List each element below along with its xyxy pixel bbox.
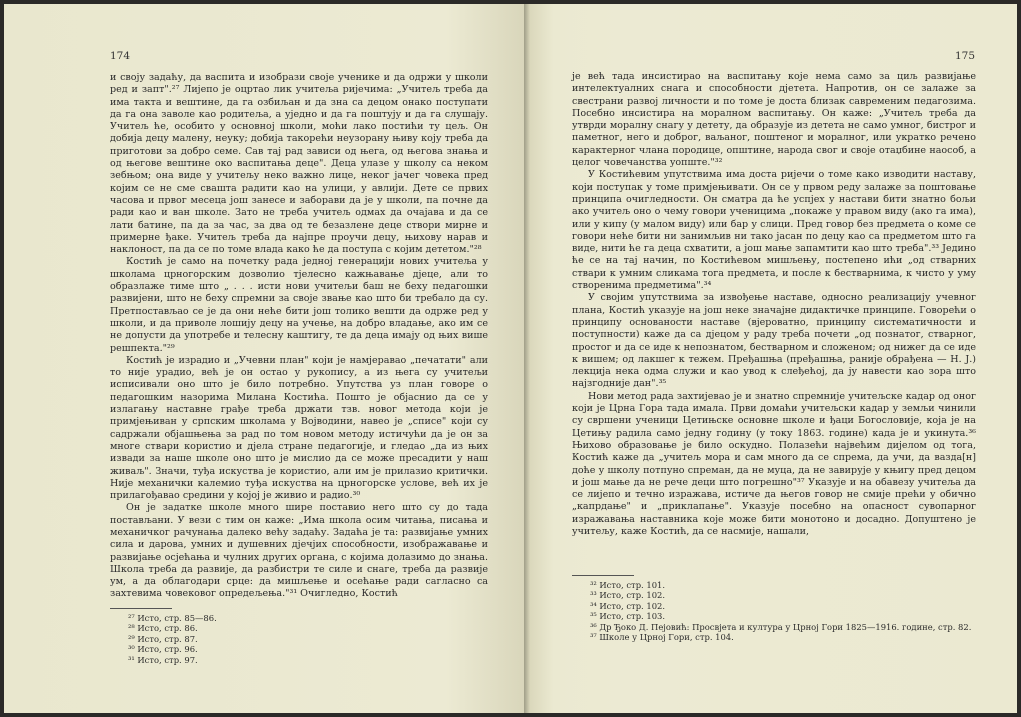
footnote: ³⁴ Исто, стр. 102. [590, 600, 666, 611]
gutter-shadow [524, 4, 530, 713]
footnote-rule [572, 575, 634, 576]
paragraph: У Костићевим упутствима има доста ријечи о томе како изводити наставу, који поступак у томе примјењивати. Он се у првом реду залаже за поштовање принципа очигледности. Он сматра да ће успјех у настави бити знатно бољи ако учитељ оно о чему говори ученицима „покаже у правом виду (ако га има), или у кипу (у малом виду) или бар у слици. Пред говор без предмета о коме се говори неће бити ни занимљив ни тако јасан по децу као са предметом што га виде, нити ће га деца схватити, а још мање запамтити као што треба".³³ Једино ће се на тај начин, по Костићевом мишљењу, постепено ићи „од стварних ствари к умним сликама тога предмета, и после к бестварнима, к чисто у уму створенима предметима".³⁴ [572, 169, 976, 292]
footnote: ³⁵ Исто, стр. 103. [590, 611, 666, 622]
footnote: ³² Исто, стр. 101. [590, 580, 666, 590]
left-page [4, 4, 524, 713]
footnote-rule [110, 608, 172, 609]
footnote: ²⁹ Исто, стр. 87. [128, 633, 198, 644]
book-spread [4, 4, 1017, 713]
footnotes [572, 575, 976, 642]
footnote: ³⁶ Др Ђоко Д. Пејовић: Просвјета и култура у Црној Гори 1825—1916. године, стр. 82. [590, 621, 972, 632]
footnote: ³⁰ Исто, стр. 96. [128, 644, 198, 655]
footnote: ³⁷ Школе у Црној Гори, стр. 104. [590, 632, 734, 643]
footnote: ³¹ Исто, стр. 97. [128, 654, 198, 665]
footnote: ³³ Исто, стр. 102. [590, 590, 666, 601]
footnotes [110, 608, 410, 665]
paragraph: и своју задаћу, да васпита и изобрази своје ученике и да одржи у школи ред и запт".²⁷ Лијепо је оцртао лик учитеља ријечима: „Учитељ треба да има такта и вештине, да га озбиљан и да зна са децом онако поступати да га она заволе као родитеља, а уједно и да га поштују и да га слушају. Учитељ ће, особито у основној школи, моћи лако постићи ту цељ. Он добија децу малену, неуку; добија такорећи неузорану њиву коју треба да приготови за добро семе. Сав тај рад зависи од њега, од његова знања и од његове вештине око васпитања деце". Деца улазе у школу са неком зебњом; она виде у учитељу неко важно лице, неког јачег човека пред којим се не сме свашта радити као на улици, у авлији. Дете се првих часова и првог месеца још занесе и заборави да је у школи, па почне да ради као и ван школе. Зато не треба учитељ одмах да очајава и да се лати батине, па да за час, за два од те безазлене деце створи мирне и примерне ђаке. Учитељ треба да најпре проучи децу, њихову нарав и наклоност, па да се по томе влада како ће да поступа с којим дететом."²⁸ [110, 72, 488, 256]
page-number: 174 [110, 50, 131, 62]
paragraph: Костић је израдио и „Учевни план" који је намјеравао „печатати" али то није урадио, већ је он остао у рукопису, а из њега су учитељи исписивали оно што је било потребно. Упутства уз план говоре о педагошким назорима Милана Костића. Пошто је објаснио да се у излагању наставне грађе треба држати тзв. новог метода који је примјењиван у српским школама у Војводини, навео је „списе" који су садржали објашњења за рад по том новом методу истичући да је он за многе ствари користио и дјела стране педагогије, и гледао „да из њих извади за наше школе оно што је мислио да се може пресадити у наш живаљ". Значи, туђа искуства је користио, али им је прилазио критички. Није механички калемио туђа искуства на црногорске услове, већ их је прилагођавао средини у којој је живио и радио.³⁰ [110, 354, 488, 502]
paragraph: Он је задатке школе много шире поставио него што су до тада постављани. У вези с тим он каже: „Има школа осим читања, писања и механичког рачунања далеко већу задаћу. Задаћа је та: развијање умних сила и дарова, умних и душевних дјечјих способности, изображавање и развијање осјећања и чулних других органа, с којима долазимо до знања. Школа треба да развије, да разбистри те силе и снаге, треба да развије ум, а да облагодари срце: да мишљење и осећање ради сагласно са захтевима човековог опредељења."³¹ Очигледно, Костић [110, 502, 488, 600]
footnote: ²⁷ Исто, стр. 85—86. [128, 613, 217, 623]
body-text [110, 72, 488, 601]
paragraph: Нови метод рада захтијевао је и знатно спремније учитељске кадар од оног који је Црна Гора тада имала. Први домаћи учитељски кадар у земљи чинили су свршени ученици Цетињске основне школе и ђаци Богословије, која је на Цетињу радила само једну годину (у току 1863. године) када је и укинута.³⁶ Њихово образовање је било оскудно. Полазећи највећим дијелом од тога, Костић каже да „учитељ мора и сам много да се спрема, да учи, да вазда[н] доће у школу потпуно спреман, да не муца, да не завирује у књигу пред децом и још мање да не рече деци што погрешно"³⁷ Указује и на обавезу учитеља да се лијепо и течно изражава, истиче да његов говор не смије прећи у обично „капрдање" и „приклапање". Указује посебно на опасност сувопарног изражавања наставника које може бити монотоно и досадно. Допуштено је учитељу, каже Костић, да се насмије, нашали, [572, 390, 976, 537]
page-number: 175 [954, 50, 975, 62]
paragraph: Костић је само на почетку рада једној генерацији нових учитеља у школама црногорским дозволио тјелесно кажњавање дјеце, али то образлаже тиме што „ . . . исти нови учитељи баш не беху педагошки развијени, што не беху спремни за своје звање као што би требало да су. Претпостављао се је да они неће бити још толико вешти да одрже ред у школи, и да приволе лошију децу на учење, на добро владање, ако им се не допусти да употребе и телесну каштигу, те да деца имају од њих више решпекта."²⁹ [110, 256, 488, 354]
paragraph: је већ тада инсистирао на васпитању које нема само за циљ развијање интелектуалних снага и способности дјетета. Напротив, он се залаже за свестрани развој личности и по томе је доста близак савременим педагозима. Посебно инсистира на моралном васпитању. Он каже: „Учитељ треба да утврди моралну снагу у детету, да образује из детета не само умног, бистрог и паметног, него и доброг, ваљаног, поштеног и моралног, или укратко речено карактерног члана породице, општине, народа свог и своје отаџбине наособ, а целог човечанства уопште."³² [572, 71, 976, 169]
body-text [572, 71, 976, 538]
right-page [524, 4, 1017, 713]
paragraph: У својим упутствима за извођење наставе, односно реализацију учевног плана, Костић указује на још неке значајне дидактичке принципе. Говорећи о принципу основаности наставе (вјероватно, принципу систематичности и поступности) каже да са дјецом у раду треба почети „од познатог, стварног, простог и да се иде к непознатом, бестварном и сложеном; од нижег да се иде к вишем; од лакшег к тежем. Пређашња (пређашња, раније обрађена — Н. Ј.) лекција нека одма служи и као увод к слеђећој, да ју навести као зора што најзгодније дан".³⁵ [572, 292, 976, 390]
footnote: ²⁸ Исто, стр. 86. [128, 623, 198, 634]
